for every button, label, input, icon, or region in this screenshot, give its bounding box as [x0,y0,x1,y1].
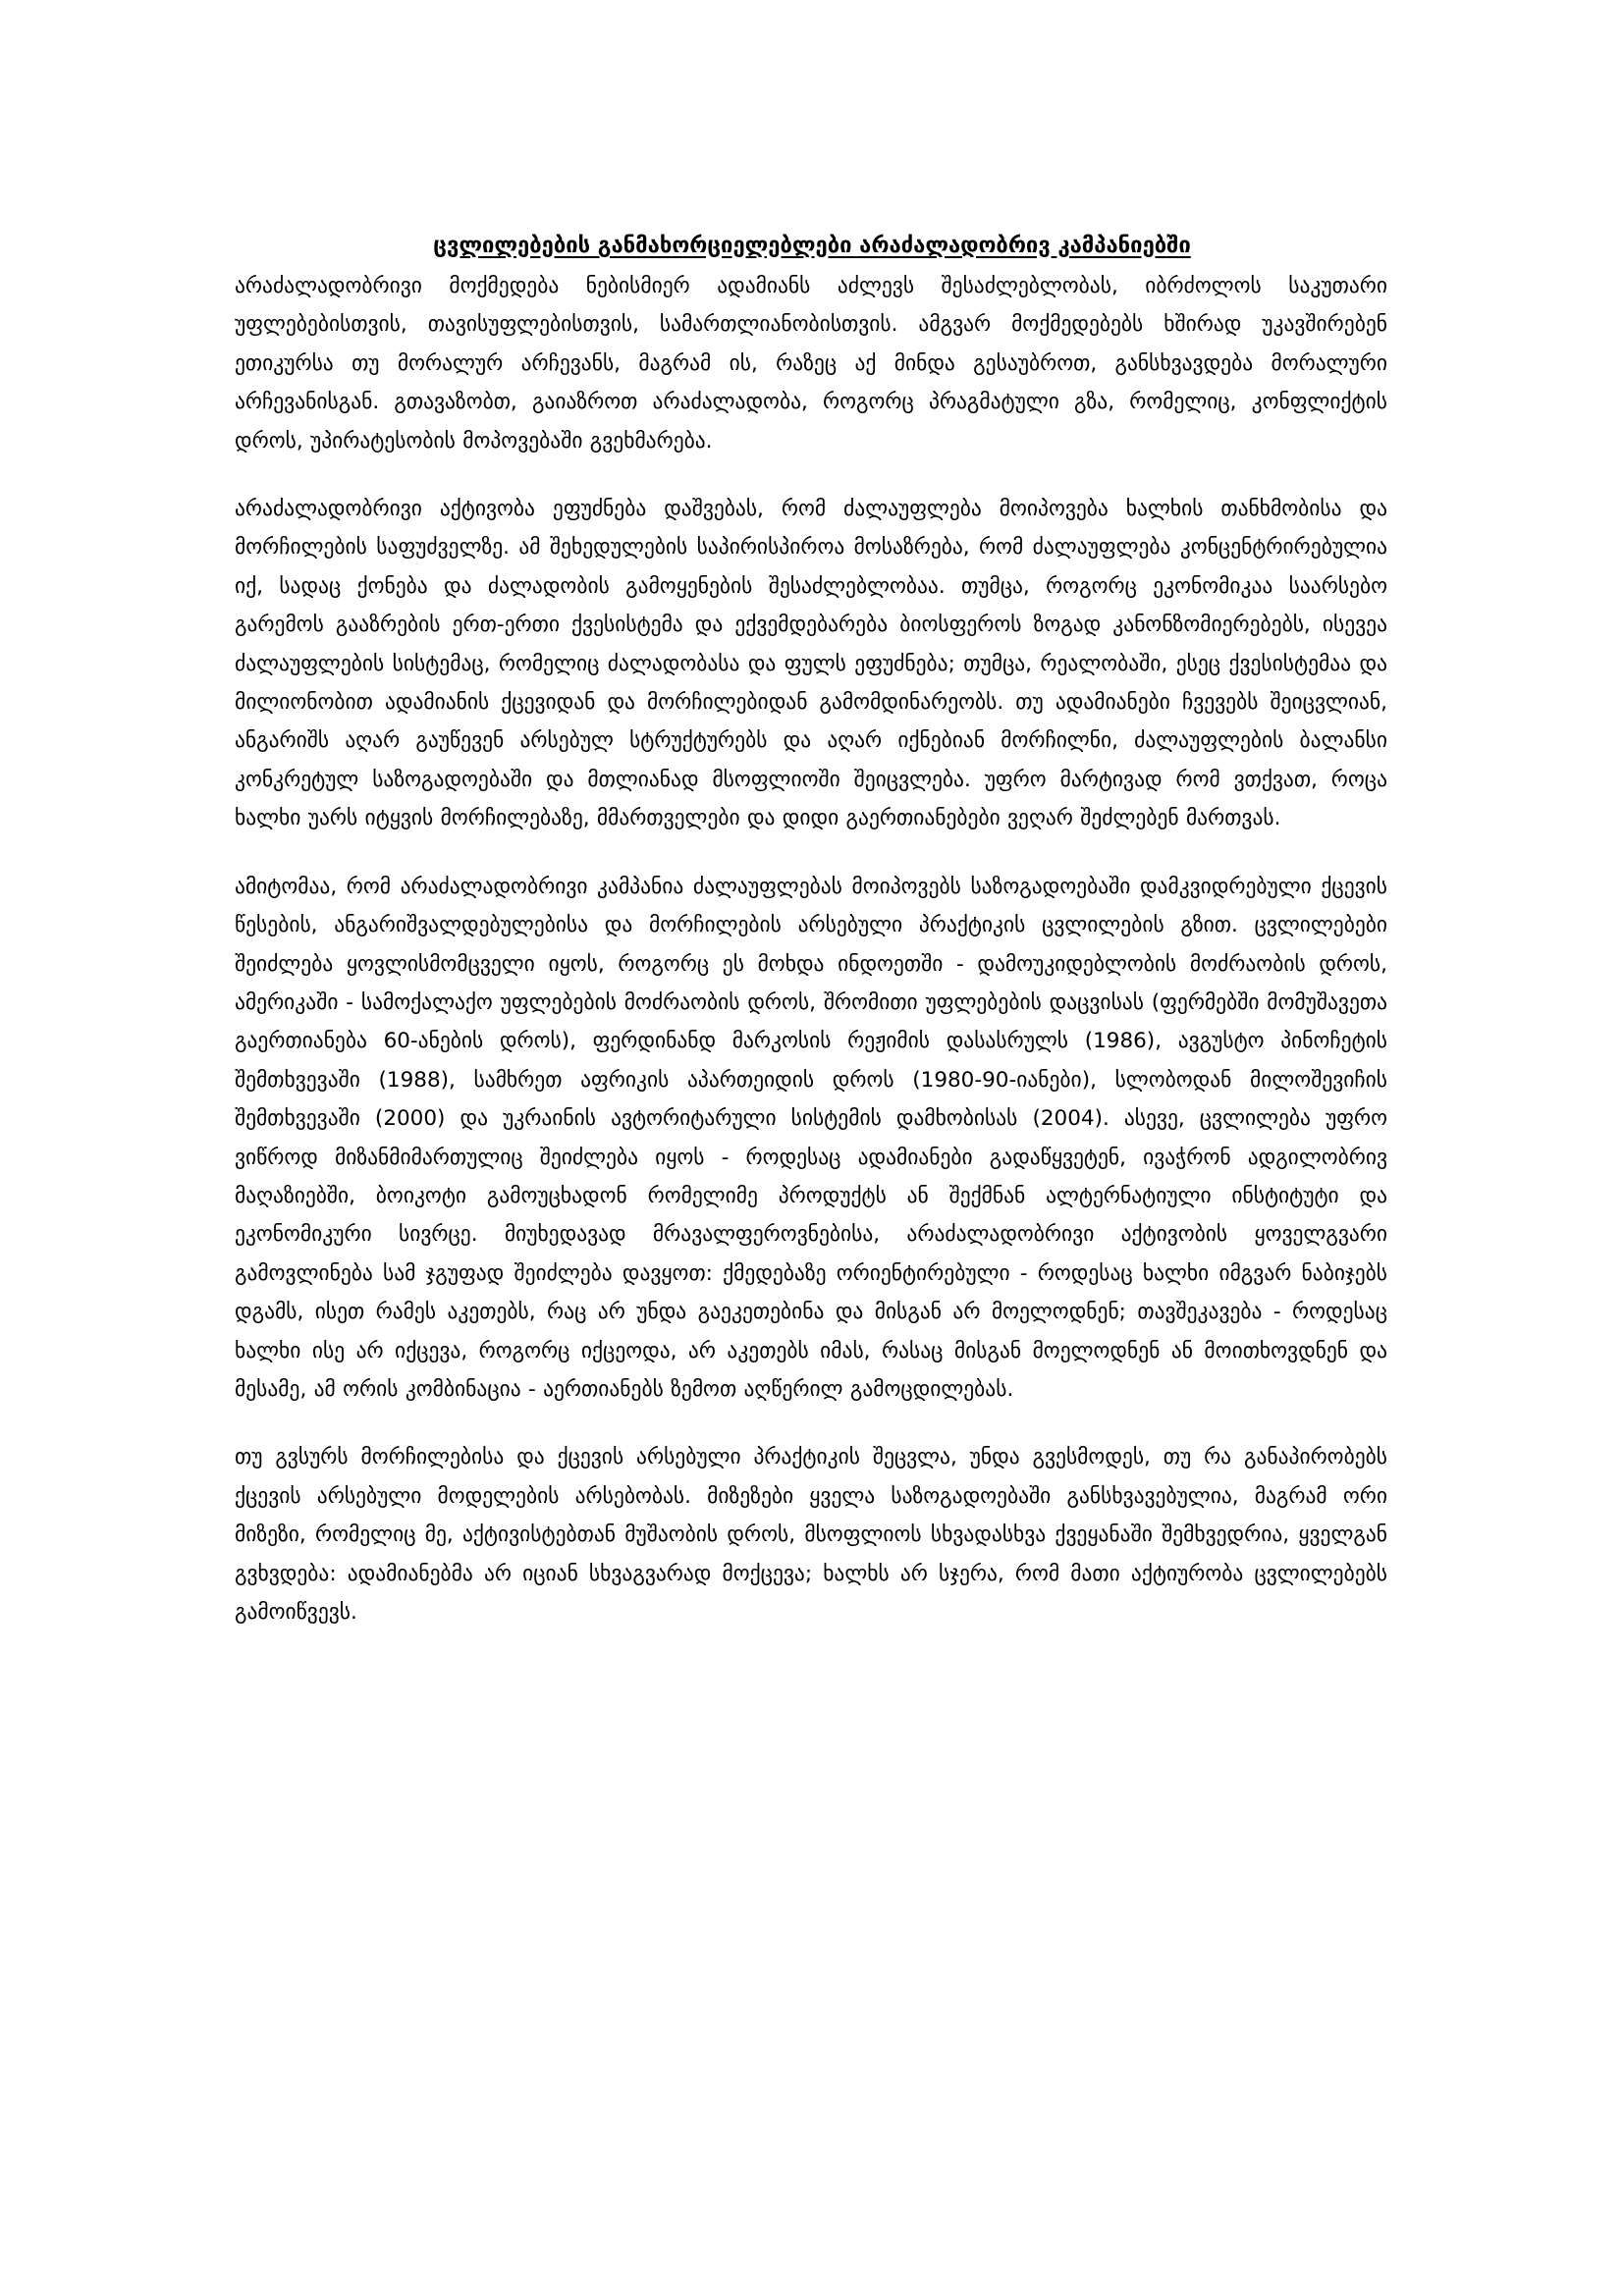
paragraph-1: არაძალადობრივი მოქმედება ნებისმიერ ადამიანს აძლევს შესაძლებლობას, იბრძოლოს საკუთარი უფლებებისთვის, თავისუფლებისთვის, სამართლიანობისთვის. ამგვარ მოქმედებებს ხშირად უკავშირებენ ეთიკურსა თუ მორალურ არჩევანს, მაგრამ ის, რაზეც აქ მინდა გესაუბროთ, განსხვავდება მორალური არჩევანისგან. გთავაზობთ, გაიაზროთ არაძალადობა, როგორც პრაგმატული გზა, რომელიც, კონფლიქტის დროს, უპირატესობის მოპოვებაში გვეხმარება. [235,274,1387,454]
paragraph-2: არაძალადობრივი აქტივობა ეფუძნება დაშვებას, რომ ძალაუფლება მოიპოვება ხალხის თანხმობისა და მორჩილების საფუძველზე. ამ შეხედულების საპირისპიროა მოსაზრება, რომ ძალაუფლება კონცენტრირებულია იქ, სადაც ქონება და ძალადობის გამოყენების შესაძლებლობაა. თუმცა, როგორც ეკონომიკაა საარსებო გარემოს გააზრების ერთ-ერთი ქვესისტემა და ექვემდებარება ბიოსფეროს ზოგად კანონზომიერებებს, ისევეა ძალაუფლების სისტემაც, რომელიც ძალადობასა და ფულს ეფუძნება; თუმცა, რეალობაში, ესეც ქვესისტემაა და მილიონობით ადამიანის ქცევიდან და მორჩილებიდან გამომდინარეობს. თუ ადამიანები ჩვევებს შეიცვლიან, ანგარიშს აღარ გაუწევენ არსებულ სტრუქტურებს და აღარ იქნებიან მორჩილნი, ძალაუფლების ბალანსი კონკრეტულ საზოგადოებაში და მთლიანად მსოფლიოში შეიცვლება. უფრო მარტივად რომ ვთქვათ, როცა ხალხი უარს იტყვის მორჩილებაზე, მმართველები და დიდი გაერთიანებები ვეღარ შეძლებენ მართვას. [235,497,1387,831]
paragraph-4: თუ გვსურს მორჩილებისა და ქცევის არსებული პრაქტიკის შეცვლა, უნდა გვესმოდეს, თუ რა განაპირობებს ქცევის არსებული მოდელების არსებობას. მიზეზები ყველა საზოგადოებაში განსხვავებულია, მაგრამ ორი მიზეზი, რომელიც მე, აქტივისტებთან მუშაობის დროს, მსოფლიოს სხვადასხვა ქვეყანაში შემხვედრია, ყველგან გვხვდება: ადამიანებმა არ იციან სხვაგვარად მოქცევა; ხალხს არ სჯერა, რომ მათი აქტიურობა ცვლილებებს გამოიწვევს. [235,1445,1387,1625]
document-body [235,267,1387,1661]
document-title: ცვლილებების განმახორციელებლები არაძალადობრივ კამპანიებში [433,234,1191,258]
paragraph-3: ამიტომაა, რომ არაძალადობრივი კამპანია ძალაუფლებას მოიპოვებს საზოგადოებაში დამკვიდრებული ქცევის წესების, ანგარიშვალდებულებისა და მორჩილების არსებული პრაქტიკის ცვლილების გზით. ცვლილებები შეიძლება ყოვლისმომცველი იყოს, როგორც ეს მოხდა ინდოეთში - დამოუკიდებლობის მოძრაობის დროს, ამერიკაში - სამოქალაქო უფლებების მოძრაობის დროს, შრომითი უფლებების დაცვისას (ფერმებში მომუშავეთა გაერთიანება 60-ანების დროს), ფერდინანდ მარკოსის რეჟიმის დასასრულს (1986), ავგუსტო პინოჩეტის შემთხვევაში (1988), სამხრეთ აფრიკის აპართეიდის დროს (1980-90-იანები), სლობოდან მილოშევიჩის შემთხვევაში (2000) და უკრაინის ავტორიტარული სისტემის დამხობისას (2004). ასევე, ცვლილება უფრო ვიწროდ მიზანმიმართულიც შეიძლება იყოს - როდესაც ადამიანები გადაწყვეტენ, ივაჭრონ ადგილობრივ მაღაზიებში, ბოიკოტი გამოუცხადონ რომელიმე პროდუქტს ან შექმნან ალტერნატიული ინსტიტუტი და ეკონომიკური სივრცე. მიუხედავად მრავალფეროვნებისა, არაძალადობრივი აქტივობის ყოველგვარი გამოვლინება სამ ჯგუფად შეიძლება დავყოთ: ქმედებაზე ორიენტირებული - როდესაც ხალხი იმგვარ ნაბიჯებს დგამს, ისეთ რამეს აკეთებს, რაც არ უნდა გაეკეთებინა და მისგან არ მოელოდნენ; თავშეკავება - როდესაც ხალხი ისე არ იქცევა, როგორც იქცეოდა, არ აკეთებს იმას, რასაც მისგან მოელოდნენ ან მოითხოვდნენ და მესამე, ამ ორის კომბინაცია - აერთიანებს ზემოთ აღწერილ გამოცდილებას. [235,874,1387,1402]
